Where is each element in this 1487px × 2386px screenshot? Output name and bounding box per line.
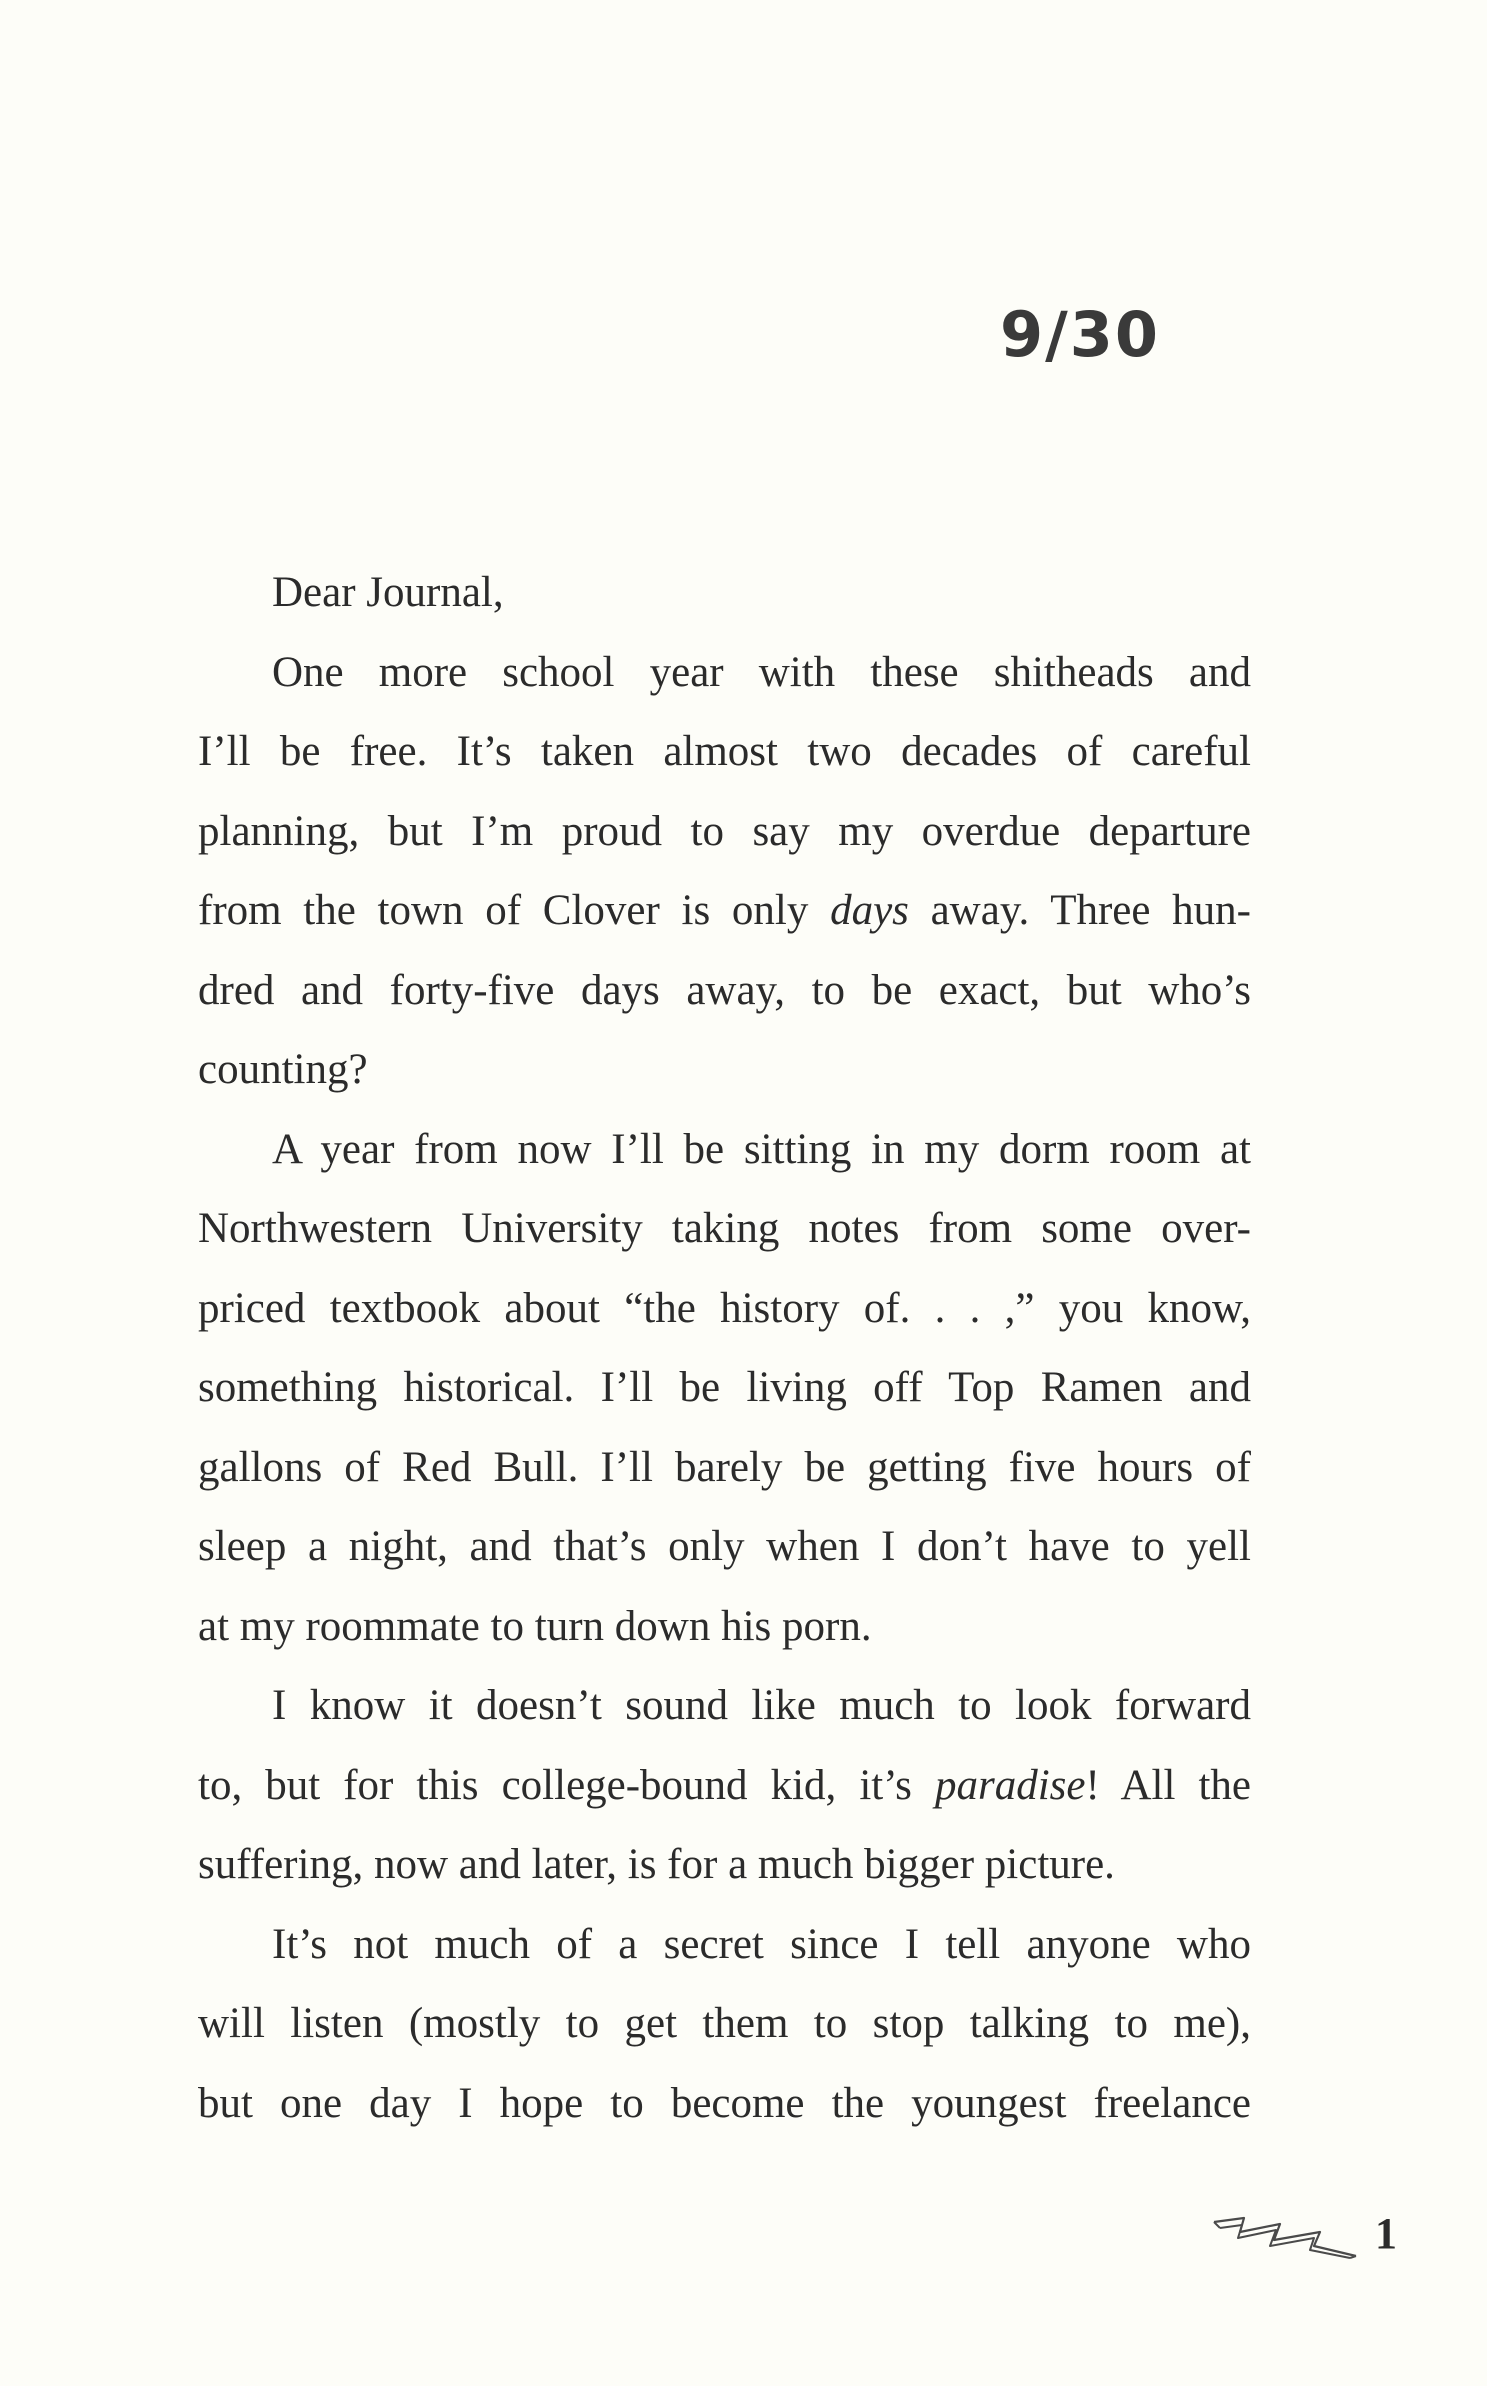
journal-entry-body [198,553,1251,2143]
paragraph-line: something historical. I’ll be living off Top Ramen and [198,1364,1251,1411]
paragraph-line: suffering, now and later, is for a much bigger picture. [198,1841,1115,1888]
paragraph-line: planning, but I’m proud to say my overdue departure [198,807,1251,855]
salutation: Dear Journal, [272,569,504,616]
paragraph-3 [198,1666,1251,1905]
paragraph-line [198,1746,1251,1826]
emphasis-text: paradise [934,1761,1086,1809]
page-footer [1210,2200,1410,2270]
paragraph-line: at my roommate to turn down his porn. [198,1602,872,1650]
paragraph-line: A year from now I’ll be sitting in my dorm room at [272,1125,1251,1173]
paragraph-line: I know it doesn’t sound like much to look forward [272,1682,1251,1729]
text-run: away. Three hun- [908,887,1251,934]
paragraph-line: sleep a night, and that’s only when I don’t have to yell [198,1523,1251,1570]
paragraph-2 [198,1110,1251,1667]
paragraph-line: gallons of Red Bull. I’ll barely be getting five hours of [198,1443,1251,1491]
paragraph-line: priced textbook about “the history of. . . ,” you know, [198,1284,1251,1332]
paragraph-line: It’s not much of a secret since I tell anyone who [272,1920,1251,1968]
journal-entry-date: 9/30 [1000,298,1161,371]
text-run: ! All the [1085,1761,1251,1809]
paragraph-1 [198,633,1251,1110]
paragraph-line: dred and forty-five days away, to be exact, but who’s [198,966,1251,1014]
paragraph-4 [198,1905,1251,2144]
paragraph-line: will listen (mostly to get them to stop talking to me), [198,2000,1251,2047]
paragraph-line: One more school year with these shitheads and [272,648,1251,696]
lightning-bolt-icon [1210,2206,1360,2262]
page-number: 1 [1375,2209,1397,2258]
text-run: to, but for this college-bound kid, it’s [198,1761,935,1809]
paragraph-line: I’ll be free. It’s taken almost two decades of careful [198,728,1251,775]
paragraph-line: but one day I hope to become the youngest freelance [198,2079,1251,2127]
text-run: from the town of Clover is only [198,887,831,934]
emphasis-text: days [830,887,909,934]
paragraph-line: counting? [198,1046,368,1093]
paragraph-line [198,871,1251,951]
paragraph-line: Northwestern University taking notes from some over- [198,1205,1251,1252]
